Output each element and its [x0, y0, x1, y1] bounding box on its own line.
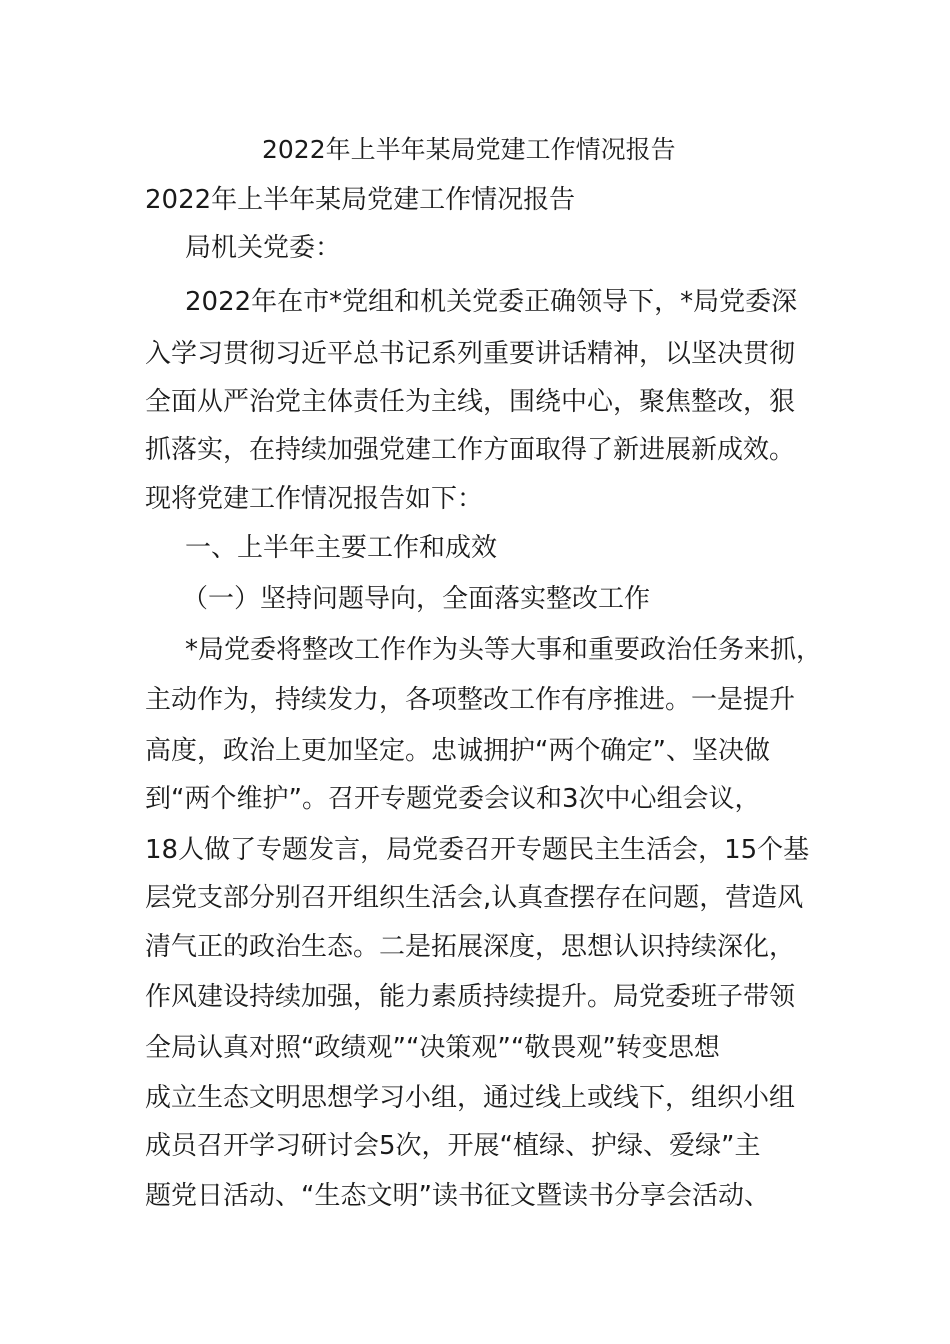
paragraph-line: 高度，政治上更加坚定。忠诚拥护“两个确定”、坚决做 — [145, 736, 770, 766]
paragraph-line: 题党日活动、“生态文明”读书征文暨读书分享会活动、 — [145, 1181, 770, 1211]
paragraph-line: 到“两个维护”。召开专题党委会议和3次中心组会议， — [145, 784, 761, 814]
paragraph-line: 层党支部分别召开组织生活会,认真查摆存在问题，营造风 — [145, 883, 804, 913]
paragraph-line: 成立生态文明思想学习小组，通过线上或线下，组织小组 — [145, 1083, 796, 1113]
paragraph-line: 全面从严治党主体责任为主线，围绕中心，聚焦整改，狠 — [145, 387, 796, 417]
salutation: 局机关党委： — [185, 233, 342, 263]
subsection-heading: （一）坚持问题导向，全面落实整改工作 — [182, 584, 651, 614]
paragraph-line: *局党委将整改工作作为头等大事和重要政治任务来抓， — [185, 635, 823, 665]
paragraph-line: 清气正的政治生态。二是拓展深度，思想认识持续深化， — [145, 932, 796, 962]
paragraph-line: 成员召开学习研讨会5次，开展“植绿、护绿、爱绿”主 — [145, 1131, 761, 1161]
paragraph-line: 抓落实，在持续加强党建工作方面取得了新进展新成效。 — [145, 435, 796, 465]
paragraph-line: 作风建设持续加强，能力素质持续提升。局党委班子带领 — [145, 982, 796, 1012]
paragraph-line: 全局认真对照“政绩观”“决策观”“敬畏观”转变思想 — [145, 1033, 720, 1063]
paragraph-line: 2022年在市*党组和机关党委正确领导下，*局党委深 — [185, 287, 798, 317]
paragraph-line: 18人做了专题发言，局党委召开专题民主生活会，15个基 — [145, 835, 810, 865]
paragraph-line: 主动作为，持续发力，各项整改工作有序推进。一是提升 — [145, 685, 796, 715]
section-heading: 一、上半年主要工作和成效 — [185, 533, 498, 563]
document-heading: 2022年上半年某局党建工作情况报告 — [145, 185, 576, 215]
paragraph-line: 入学习贯彻习近平总书记系列重要讲话精神，以坚决贯彻 — [145, 339, 796, 369]
paragraph-line: 现将党建工作情况报告如下： — [145, 484, 484, 514]
document-title: 2022年上半年某局党建工作情况报告 — [262, 135, 676, 164]
